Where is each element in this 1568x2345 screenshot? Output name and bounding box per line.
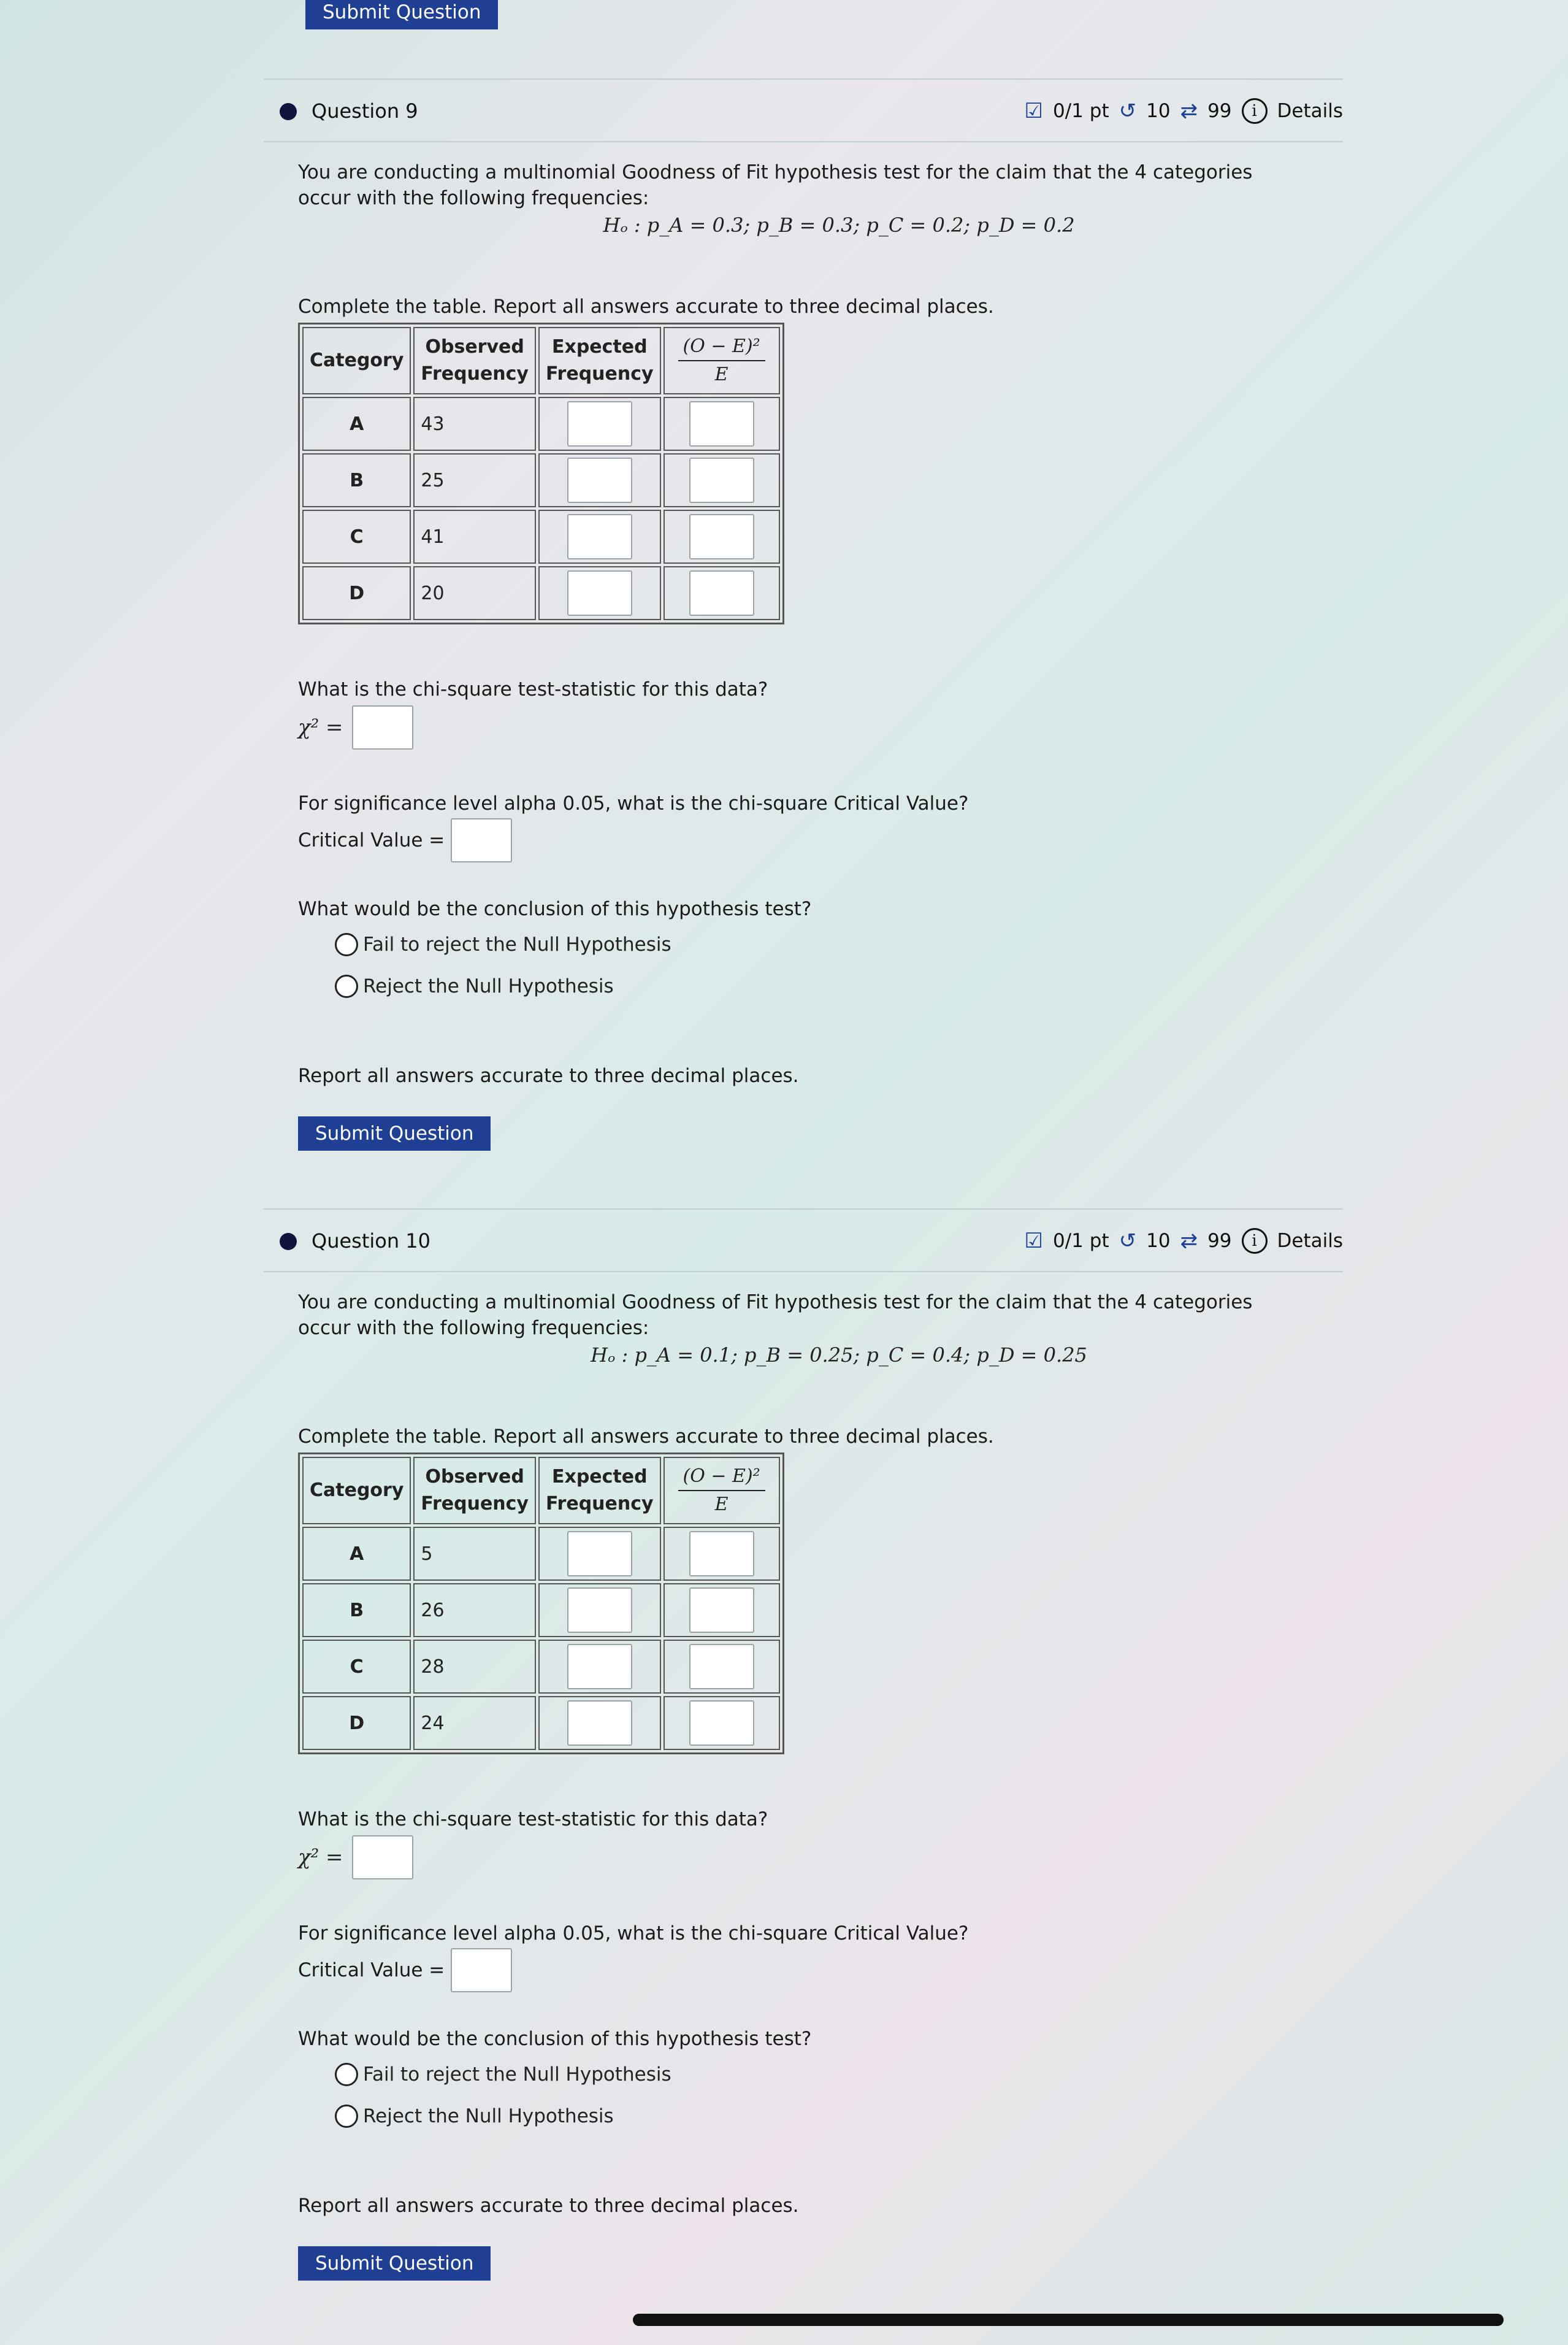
repeat-icon: ⇄ bbox=[1180, 1229, 1198, 1253]
contribution-input[interactable] bbox=[689, 458, 754, 503]
expected-input[interactable] bbox=[567, 514, 632, 559]
header-expected: Expected Frequency bbox=[538, 327, 661, 394]
tries-count: 99 bbox=[1207, 100, 1232, 122]
contribution-input[interactable] bbox=[689, 514, 754, 559]
category-cell: A bbox=[302, 1527, 411, 1581]
observed-cell: 24 bbox=[413, 1696, 536, 1750]
details-link[interactable]: Details bbox=[1277, 100, 1343, 122]
option-fail-to-reject[interactable] bbox=[335, 924, 1343, 965]
option-label: Fail to reject the Null Hypothesis bbox=[363, 934, 671, 956]
radio-button[interactable] bbox=[335, 2105, 358, 2128]
table-row bbox=[302, 510, 780, 564]
chi-square-input[interactable] bbox=[352, 1835, 413, 1879]
observed-cell: 43 bbox=[413, 397, 536, 451]
observed-cell: 26 bbox=[413, 1583, 536, 1637]
option-reject[interactable] bbox=[335, 965, 1343, 1007]
table-row bbox=[302, 1640, 780, 1694]
frequency-table bbox=[298, 323, 784, 624]
category-cell: A bbox=[302, 397, 411, 451]
radio-button[interactable] bbox=[335, 975, 358, 998]
details-link[interactable]: Details bbox=[1277, 1230, 1343, 1252]
header-expected: Expected Frequency bbox=[538, 1457, 661, 1524]
table-instruction: Complete the table. Report all answers accurate to three decimal places. bbox=[298, 296, 994, 318]
attempts-count: 10 bbox=[1146, 1230, 1171, 1252]
header-contribution-numerator: (O − E)² bbox=[678, 1463, 765, 1491]
option-reject[interactable] bbox=[335, 2095, 1343, 2137]
header-contribution-denominator: E bbox=[714, 364, 729, 385]
conclusion-question: What would be the conclusion of this hypothesis test? bbox=[298, 2028, 812, 2050]
question-title: Question 9 bbox=[312, 99, 418, 123]
page bbox=[264, 0, 1343, 2345]
checkbox-icon: ☑ bbox=[1024, 99, 1044, 123]
contribution-input[interactable] bbox=[689, 401, 754, 447]
category-cell: D bbox=[302, 566, 411, 620]
expected-input[interactable] bbox=[567, 570, 632, 616]
contribution-input[interactable] bbox=[689, 570, 754, 616]
header-observed: Observed Frequency bbox=[413, 327, 536, 394]
category-cell: C bbox=[302, 510, 411, 564]
score: 0/1 pt bbox=[1053, 100, 1109, 122]
table-row bbox=[302, 453, 780, 507]
submit-question-button[interactable]: Submit Question bbox=[298, 1116, 491, 1151]
contribution-input[interactable] bbox=[689, 1644, 754, 1689]
chi-square-question: What is the chi-square test-statistic for this data? bbox=[298, 678, 768, 700]
home-indicator bbox=[633, 2314, 1504, 2326]
table-row bbox=[302, 1696, 780, 1750]
header-contribution-numerator: (O − E)² bbox=[678, 333, 765, 361]
conclusion-question: What would be the conclusion of this hypothesis test? bbox=[298, 898, 812, 920]
question-prompt: You are conducting a multinomial Goodness of Fit hypothesis test for the claim that the 4 categories occur with the following frequencies: bbox=[298, 161, 1253, 209]
frequency-table bbox=[298, 1453, 784, 1754]
header-observed: Observed Frequency bbox=[413, 1457, 536, 1524]
critical-value-input[interactable] bbox=[451, 818, 512, 862]
critical-value-question: For significance level alpha 0.05, what is the chi-square Critical Value? bbox=[298, 1922, 969, 1944]
contribution-input[interactable] bbox=[689, 1587, 754, 1633]
observed-cell: 25 bbox=[413, 453, 536, 507]
contribution-input[interactable] bbox=[689, 1700, 754, 1746]
retry-icon: ↺ bbox=[1119, 1229, 1137, 1253]
table-row bbox=[302, 1527, 780, 1581]
table-row bbox=[302, 1583, 780, 1637]
chi-square-input[interactable] bbox=[352, 705, 413, 750]
observed-cell: 5 bbox=[413, 1527, 536, 1581]
critical-value-label: Critical Value = bbox=[298, 829, 445, 851]
radio-button[interactable] bbox=[335, 2063, 358, 2086]
question-header bbox=[264, 1208, 1343, 1272]
retry-icon: ↺ bbox=[1119, 99, 1137, 123]
option-label: Reject the Null Hypothesis bbox=[363, 2105, 614, 2127]
question-9 bbox=[264, 79, 1343, 1151]
expected-input[interactable] bbox=[567, 1587, 632, 1633]
chi-square-label: χ² = bbox=[298, 715, 343, 740]
critical-value-input[interactable] bbox=[451, 1948, 512, 1992]
tries-count: 99 bbox=[1207, 1230, 1232, 1252]
question-title: Question 10 bbox=[312, 1229, 431, 1253]
question-dot-icon bbox=[280, 1233, 297, 1250]
contribution-input[interactable] bbox=[689, 1531, 754, 1576]
header-category: Category bbox=[302, 1457, 411, 1524]
table-row bbox=[302, 397, 780, 451]
option-label: Fail to reject the Null Hypothesis bbox=[363, 2063, 671, 2086]
null-hypothesis: Hₒ : p_A = 0.3; p_B = 0.3; p_C = 0.2; p_D = 0.2 bbox=[603, 213, 1075, 237]
expected-input[interactable] bbox=[567, 458, 632, 503]
critical-value-label: Critical Value = bbox=[298, 1959, 445, 1981]
question-body bbox=[264, 1289, 1343, 2281]
header-contribution bbox=[664, 327, 780, 394]
option-fail-to-reject[interactable] bbox=[335, 2054, 1343, 2095]
question-10 bbox=[264, 1208, 1343, 2281]
table-instruction: Complete the table. Report all answers accurate to three decimal places. bbox=[298, 1426, 994, 1448]
question-header bbox=[264, 79, 1343, 142]
critical-value-question: For significance level alpha 0.05, what is the chi-square Critical Value? bbox=[298, 793, 969, 815]
report-note: Report all answers accurate to three decimal places. bbox=[298, 1065, 799, 1087]
expected-input[interactable] bbox=[567, 1700, 632, 1746]
question-body bbox=[264, 159, 1343, 1151]
expected-input[interactable] bbox=[567, 1531, 632, 1576]
category-cell: B bbox=[302, 453, 411, 507]
category-cell: D bbox=[302, 1696, 411, 1750]
observed-cell: 41 bbox=[413, 510, 536, 564]
submit-question-button-top[interactable]: Submit Question bbox=[305, 0, 498, 29]
info-icon[interactable]: i bbox=[1242, 98, 1268, 124]
expected-input[interactable] bbox=[567, 401, 632, 447]
category-cell: B bbox=[302, 1583, 411, 1637]
chi-square-question: What is the chi-square test-statistic for this data? bbox=[298, 1808, 768, 1830]
attempts-count: 10 bbox=[1146, 100, 1171, 122]
chi-square-label: χ² = bbox=[298, 1845, 343, 1870]
question-dot-icon bbox=[280, 103, 297, 120]
option-label: Reject the Null Hypothesis bbox=[363, 975, 614, 997]
score: 0/1 pt bbox=[1053, 1230, 1109, 1252]
observed-cell: 28 bbox=[413, 1640, 536, 1694]
header-category: Category bbox=[302, 327, 411, 394]
info-icon[interactable]: i bbox=[1242, 1228, 1268, 1254]
checkbox-icon: ☑ bbox=[1024, 1229, 1044, 1253]
table-row bbox=[302, 566, 780, 620]
report-note: Report all answers accurate to three decimal places. bbox=[298, 2195, 799, 2217]
submit-question-button[interactable]: Submit Question bbox=[298, 2246, 491, 2281]
question-meta bbox=[1025, 98, 1343, 124]
null-hypothesis: Hₒ : p_A = 0.1; p_B = 0.25; p_C = 0.4; p_D = 0.25 bbox=[591, 1343, 1087, 1367]
observed-cell: 20 bbox=[413, 566, 536, 620]
question-meta bbox=[1025, 1228, 1343, 1254]
category-cell: C bbox=[302, 1640, 411, 1694]
question-prompt: You are conducting a multinomial Goodness of Fit hypothesis test for the claim that the 4 categories occur with the following frequencies: bbox=[298, 1291, 1253, 1339]
repeat-icon: ⇄ bbox=[1180, 99, 1198, 123]
header-contribution-denominator: E bbox=[714, 1494, 729, 1515]
radio-button[interactable] bbox=[335, 933, 358, 956]
expected-input[interactable] bbox=[567, 1644, 632, 1689]
header-contribution bbox=[664, 1457, 780, 1524]
